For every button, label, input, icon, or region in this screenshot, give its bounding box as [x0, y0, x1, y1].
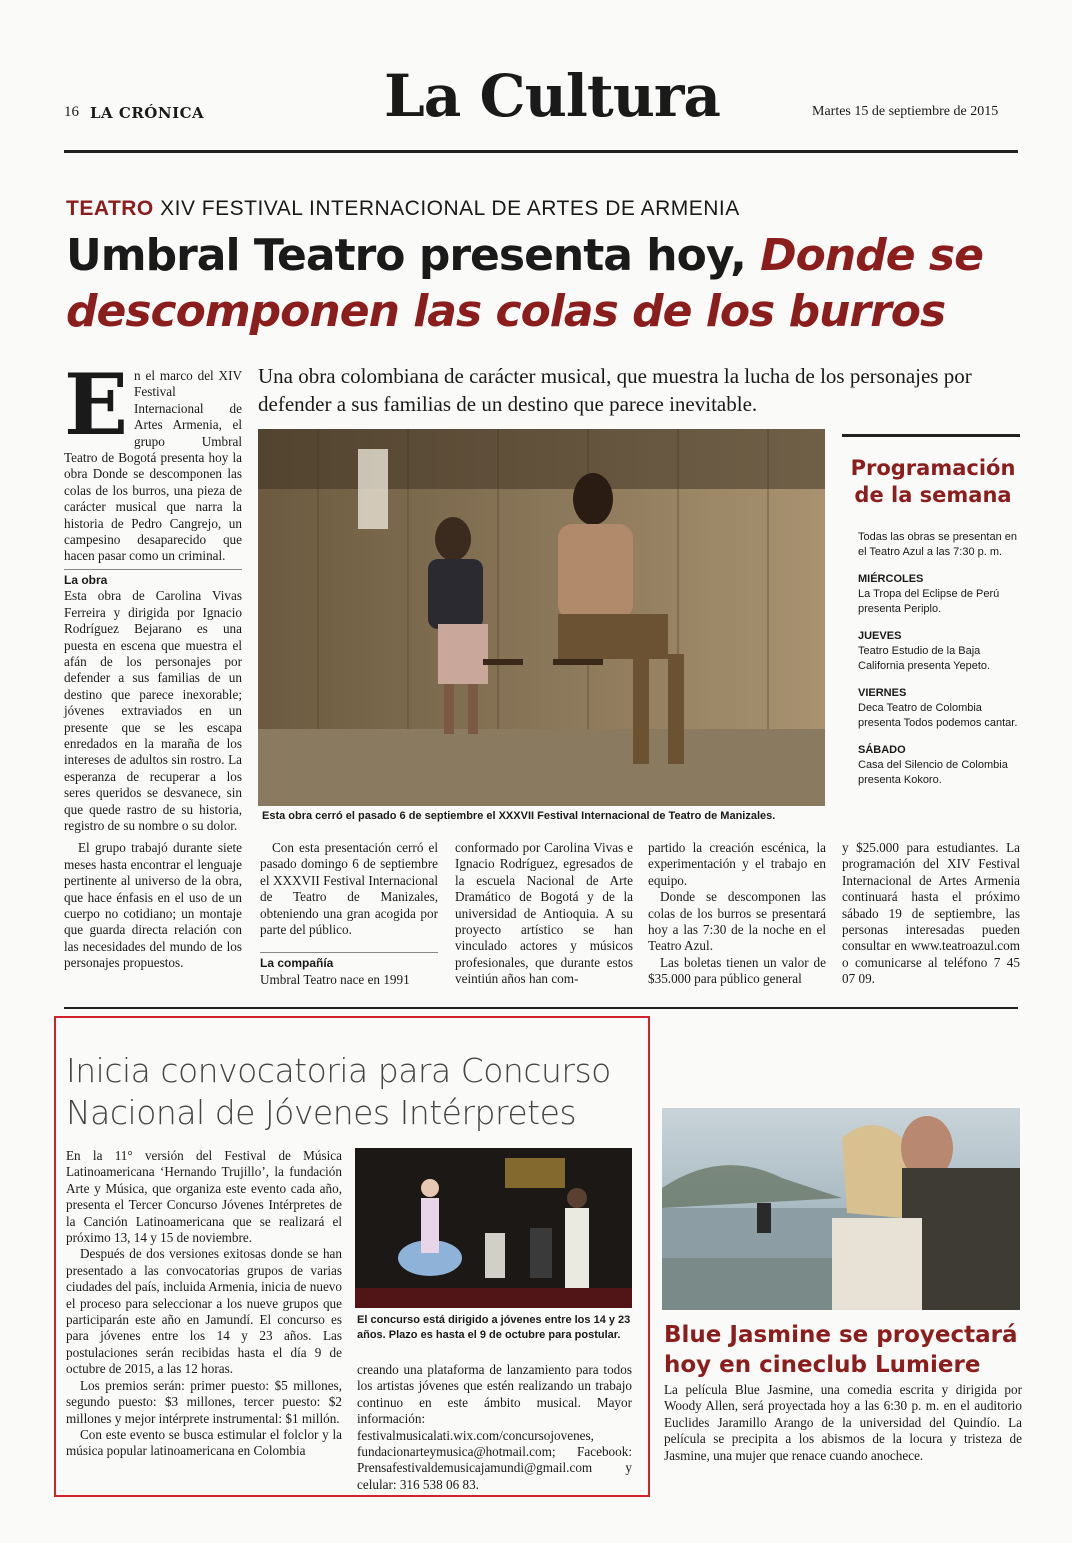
contest-headline: Inicia convocatoria para Concurso Nacional de Jóvenes Intérpretes — [66, 1051, 611, 1132]
film-headline: Blue Jasmine se proyectará hoy en cineclub Lumiere — [664, 1322, 1018, 1378]
film-photo — [662, 1108, 1020, 1310]
masthead-rule — [64, 150, 1018, 153]
contest-column-1 — [66, 1148, 342, 1460]
contest-photo-caption: El concurso está dirigido a jóvenes entre los 14 y 23 años. Plazo es hasta el 9 de octubre para postular. — [357, 1314, 631, 1341]
sidebar-rule — [842, 434, 1020, 437]
sidebar-intro: Todas las obras se presentan en el Teatro Azul a las 7:30 p. m. — [858, 531, 1017, 558]
contest-paragraph-3: Los premios serán: primer puesto: $5 millones, segundo puesto: $3 millones, tercer puesto: $2 millones y mejor intérprete instrumental: $1 millón. — [66, 1377, 342, 1426]
lead-col2-company: Umbral Teatro nace en 1991 — [260, 971, 410, 987]
lead-col2-text: Con esta presentación cerró el pasado domingo 6 de septiembre el XXXVII Festival Internacional de Teatro de Manizales, obteniendo una gran acogida por parte del público. — [260, 840, 438, 938]
lead-column-2 — [260, 840, 438, 988]
sidebar-event: Deca Teatro de Colombia presenta Todos podemos cantar. — [858, 702, 1018, 729]
lead-col4-b: Donde se descomponen las colas de los burros se presentará hoy a las 7:30 de la noche en el Teatro Azul. — [648, 889, 826, 954]
subhead-compania: La compañía — [260, 952, 438, 971]
headline-part-b: Donde se descomponen las colas de los burros — [66, 230, 983, 337]
sidebar-schedule — [858, 530, 1018, 788]
sidebar-day: SÁBADO — [858, 744, 906, 756]
sidebar-event: Teatro Estudio de la Baja California presenta Yepeto. — [858, 645, 991, 672]
lead-photo-caption: Esta obra cerró el pasado 6 de septiembre el XXXVII Festival Internacional de Teatro de Manizales. — [262, 810, 776, 822]
lead-paragraph-3: El grupo trabajó durante siete meses hasta encontrar el lenguaje pertinente al universo de la obra, que hace énfasis en el uso de un cuerpo no cotidiano; un montaje que guarda directa relación con las necesidades del mundo de los personajes propuestos. — [64, 840, 242, 971]
lead-paragraph-1: n el marco del XIV Festival Internacional de Artes Armenia, el grupo Umbral Teatro de Bogotá presenta hoy la obra Donde se descomponen las colas de los burros, una pieza de carácter musical que narra la historia de Pedro Cangrejo, un campesino desaparecido que hacen pasar como un criminal. — [64, 368, 242, 564]
headline-part-a: Umbral Teatro presenta hoy, — [66, 230, 761, 281]
lead-paragraph-2: Esta obra de Carolina Vivas Ferreira y dirigida por Ignacio Rodríguez Bejarano es una puesta en escena que muestra el afán de los personajes por defender a sus familias de un destino que parece inexorable; jóvenes extraviados en un presente que se les escapa enredados en la maraña de los intereses de adultos sin rostro. La esperanza de recuperar a los seres queridos se desvanece, sin que quede rastro de su historia, registro de su nombre o su dolor. — [64, 588, 242, 833]
lead-col4-c: Las boletas tienen un valor de $35.000 para público general — [648, 954, 826, 987]
contest-column-2: creando una plataforma de lanzamiento para todos los artistas jóvenes que estén realizando un trabajo continuo en este ámbito musical. Mayor información: festivalmusicalati.wix.com/concursojovenes, fundacionarteymusica@hotmail.com; Facebook: Prensafestivaldemusicajamundi@gmail.com y celular: 316 538 06 83. — [357, 1362, 632, 1492]
lead-column-1 — [64, 355, 242, 972]
lead-headline — [66, 228, 1026, 340]
sidebar-day: MIÉRCOLES — [858, 573, 924, 585]
lead-col4-a: partido la creación escénica, la experimentación y el trabajo en equipo. — [648, 840, 826, 888]
theatre-scene-image — [258, 429, 825, 806]
sidebar-day: JUEVES — [858, 630, 902, 642]
drop-cap: E — [64, 355, 129, 454]
contest-paragraph-4: Con este evento se busca estimular el folclor y la música popular latinoamericana en Colombia — [66, 1426, 342, 1459]
section-title: La Cultura — [384, 62, 721, 130]
lead-column-5: y $25.000 para estudiantes. La programación del XIV Festival Internacional de Artes Armenia continuará hasta el próximo sábado 19 de septiembre, las personas interesadas pueden consultar en www.teatroazul.com o comunicarse al teléfono 7 45 07 09. — [842, 840, 1020, 987]
film-body: La película Blue Jasmine, una comedia escrita y dirigida por Woody Allen, será proyectada hoy a las 6:30 p. m. en el auditorio Euclides Jaramillo Arango de la universidad del Quindío. La película se precipita a los abismos de la locura y tristeza de Jasmine, una mujer que renace cuando anochece. — [664, 1382, 1022, 1463]
issue-date: Martes 15 de septiembre de 2015 — [812, 104, 999, 119]
sidebar-event: La Tropa del Eclipse de Perú presenta Periplo. — [858, 588, 1000, 615]
lead-deck: Una obra colombiana de carácter musical, que muestra la lucha de los personajes por defender a sus familias de un destino que parece inevitable. — [258, 364, 972, 416]
contest-paragraph-2: Después de dos versiones exitosas donde se han presentado a las convocatorias grupos de varias ciudades del país, incluida Armenia, inicia de nuevo el proceso para seleccionar a los nueve grupos que participarán este año en Jamundí. El concurso es para jóvenes entre los 14 y 23 años. Las postulaciones serán recibidas hasta el día 9 de octubre de 2015, a las 12 horas. — [66, 1246, 342, 1377]
concert-image — [355, 1148, 632, 1308]
subhead-obra: La obra — [64, 569, 242, 588]
story-kicker — [66, 197, 740, 221]
blue-jasmine-image — [662, 1108, 1020, 1310]
sidebar-title: Programación de la semana — [850, 456, 1016, 507]
sidebar-event: Casa del Silencio de Colombia presenta Kokoro. — [858, 759, 1008, 786]
lead-column-4 — [648, 840, 826, 988]
kicker-text: XIV FESTIVAL INTERNACIONAL DE ARTES DE ARMENIA — [160, 197, 740, 220]
newspaper-name: LA CRÓNICA — [90, 104, 205, 122]
lead-column-3: conformado por Carolina Vivas e Ignacio Rodríguez, egresados de la escuela Nacional de Arte Dramático de Bogotá y de la universidad de Antioquia. A su proyecto artístico se han vinculado actores y músicos profesionales, que durante estos veintiún años han com- — [455, 840, 633, 987]
sidebar-day: VIERNES — [858, 687, 907, 699]
page-number: 16 — [64, 104, 79, 120]
section-divider — [64, 1007, 1018, 1009]
concert-photo — [355, 1148, 632, 1308]
theatre-photo — [258, 429, 825, 806]
contest-paragraph-1: En la 11° versión del Festival de Música Latinoamericana ‘Hernando Trujillo’, la fundación Arte y Música, que organiza este evento cada año, presenta el Tercer Concurso Jóvenes Intérpretes de la Canción Latinoamericana que se realizará el próximo 13, 14 y 15 de noviembre. — [66, 1148, 342, 1246]
kicker-tag: TEATRO — [66, 197, 154, 220]
